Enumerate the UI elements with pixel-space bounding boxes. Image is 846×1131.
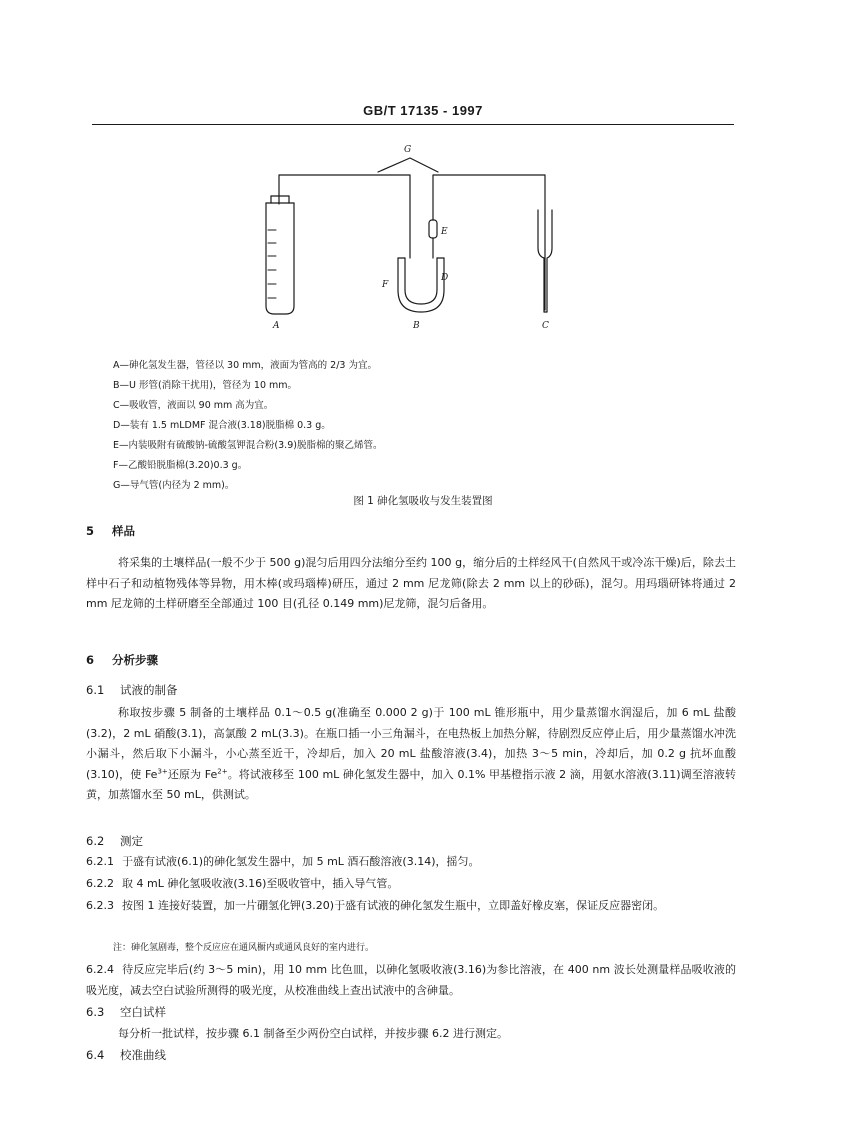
g-bracket: [378, 158, 438, 172]
step-6-2-3: [86, 896, 736, 917]
legend-a: A—砷化氢发生器，管径以 30 mm，液面为管高的 2/3 为宜。: [113, 360, 377, 371]
section-number: 6.3: [86, 1005, 105, 1019]
section-6-1-heading: [86, 682, 178, 698]
legend-g: G—导气管(内径为 2 mm)。: [113, 480, 235, 491]
superscript-fe3: 3+: [157, 766, 168, 775]
generator-a: [266, 203, 294, 314]
step-number: 6.2.2: [86, 877, 114, 890]
text-part: 还原为 Fe: [167, 767, 218, 781]
text-part: 。将试液移至 100 mL 砷化氢发生器中，加入 0.1% 甲基橙指示液 2 滴，用氨水溶液(3.11)调至溶液转黄，加蒸馏水至 50 mL，供测试。: [86, 767, 736, 801]
standard-number: GB/T 17135 - 1997: [363, 103, 483, 118]
figure-caption: 图 1 砷化氢吸收与发生装置图: [353, 495, 493, 507]
section-title: 试液的制备: [120, 683, 178, 697]
label-a: A: [273, 321, 280, 331]
section-number: 6.1: [86, 683, 105, 697]
header-rule: [92, 124, 734, 125]
label-e: E: [441, 227, 448, 237]
generator-liquid-marks: [268, 230, 276, 298]
step-6-2-1: [86, 852, 736, 873]
section-6-2-heading: [86, 833, 143, 849]
section-6-3-text: 每分析一批试样，按步骤 6.1 制备至少两份空白试样，并按步骤 6.2 进行测定。: [118, 1027, 508, 1040]
superscript-fe2: 2+: [217, 766, 228, 775]
section-title: 样品: [112, 524, 135, 538]
section-number: 6.4: [86, 1048, 105, 1062]
section-6-1-text: [86, 703, 736, 806]
label-g: G: [404, 145, 412, 155]
section-title: 测定: [120, 834, 143, 848]
tube-a-to-b: [279, 175, 410, 258]
legend-e: E—内装吸附有硫酸钠-硫酸氢钾混合粉(3.9)脱脂棉的聚乙烯管。: [113, 440, 383, 451]
section-title: 分析步骤: [112, 653, 158, 667]
section-title: 校准曲线: [120, 1048, 166, 1062]
section-6-4-heading: [86, 1047, 166, 1063]
tube-e: [429, 220, 437, 238]
section-6-heading: [86, 652, 158, 668]
legend-b: B—U 形管(消除干扰用)，管径为 10 mm。: [113, 380, 298, 391]
step-text: 取 4 mL 砷化氢吸收液(3.16)至吸收管中，插入导气管。: [122, 877, 399, 890]
step-6-2-4: [86, 960, 736, 1001]
label-b: B: [413, 321, 420, 331]
legend-f: F—乙酸铅脱脂棉(3.20)0.3 g。: [113, 460, 248, 471]
absorption-tube-c: [538, 210, 544, 312]
label-c: C: [542, 321, 549, 331]
section-title: 空白试样: [120, 1005, 166, 1019]
label-d: D: [441, 273, 449, 283]
legend-d: D—装有 1.5 mLDMF 混合液(3.18)脱脂棉 0.3 g。: [113, 420, 331, 431]
step-text: 待反应完毕后(约 3～5 min)，用 10 mm 比色皿，以砷化氢吸收液(3.16)为参比溶液，在 400 nm 波长处测量样品吸收液的吸光度，减去空白试验所测得的吸光度，从校准曲线上查出试液中的含砷量。: [86, 963, 736, 997]
step-text: 按图 1 连接好装置，加一片硼氢化钾(3.20)于盛有试液的砷化氢发生瓶中，立即盖好橡皮塞，保证反应器密闭。: [122, 899, 665, 912]
step-number: 6.2.1: [86, 855, 114, 868]
section-5-heading: [86, 523, 135, 539]
step-text: 于盛有试液(6.1)的砷化氢发生器中，加 5 mL 酒石酸溶液(3.14)，摇匀。: [122, 855, 480, 868]
u-tube-b: [398, 258, 444, 312]
figure-legend: [113, 356, 733, 496]
step-number: 6.2.4: [86, 963, 114, 976]
step-number: 6.2.3: [86, 899, 114, 912]
section-number: 5: [86, 524, 95, 538]
section-6-3-heading: [86, 1004, 166, 1020]
section-number: 6.2: [86, 834, 105, 848]
section-number: 6: [86, 653, 95, 667]
legend-c: C—吸收管，液面以 90 mm 高为宜。: [113, 400, 274, 411]
text-part: 称取按步骤 5 制备的土壤样品 0.1～0.5 g(准确至 0.000 2 g)于 100 mL 锥形瓶中，用少量蒸馏水润湿后，加 6 mL 盐酸(3.2)，2 mL 硝酸(3.1)，高氯酸 2 mL(3.3)。在瓶口插一小三角漏斗，在电热板上加热分解，待剧烈反应停止后，用少量蒸馏水冲洗小漏斗，然后取下小漏斗，小心蒸至近干，冷却后，加入 20 mL 盐酸溶液(3.4)，加热 3～5 min，冷却后，加 0.2 g 抗坏血酸(3.10)，使 Fe: [86, 706, 736, 781]
step-6-2-2: [86, 874, 736, 895]
label-f: F: [382, 280, 389, 290]
section-5-text: 将采集的土壤样品(一般不少于 500 g)混匀后用四分法缩分至约 100 g，缩分后的土样经风干(自然风干或冷冻干燥)后，除去土样中石子和动植物残体等异物，用木棒(或玛瑙棒)研压，通过 2 mm 尼龙筛(除去 2 mm 以上的砂砾)，混匀。用玛瑙研钵将通过 2 mm 尼龙筛的土样研磨至全部通过 100 目(孔径 0.149 mm)尼龙筛，混匀后备用。: [86, 556, 736, 610]
safety-note: 注：砷化氢剧毒，整个反应应在通风橱内或通风良好的室内进行。: [113, 943, 375, 953]
tube-top-to-c: [433, 175, 545, 310]
